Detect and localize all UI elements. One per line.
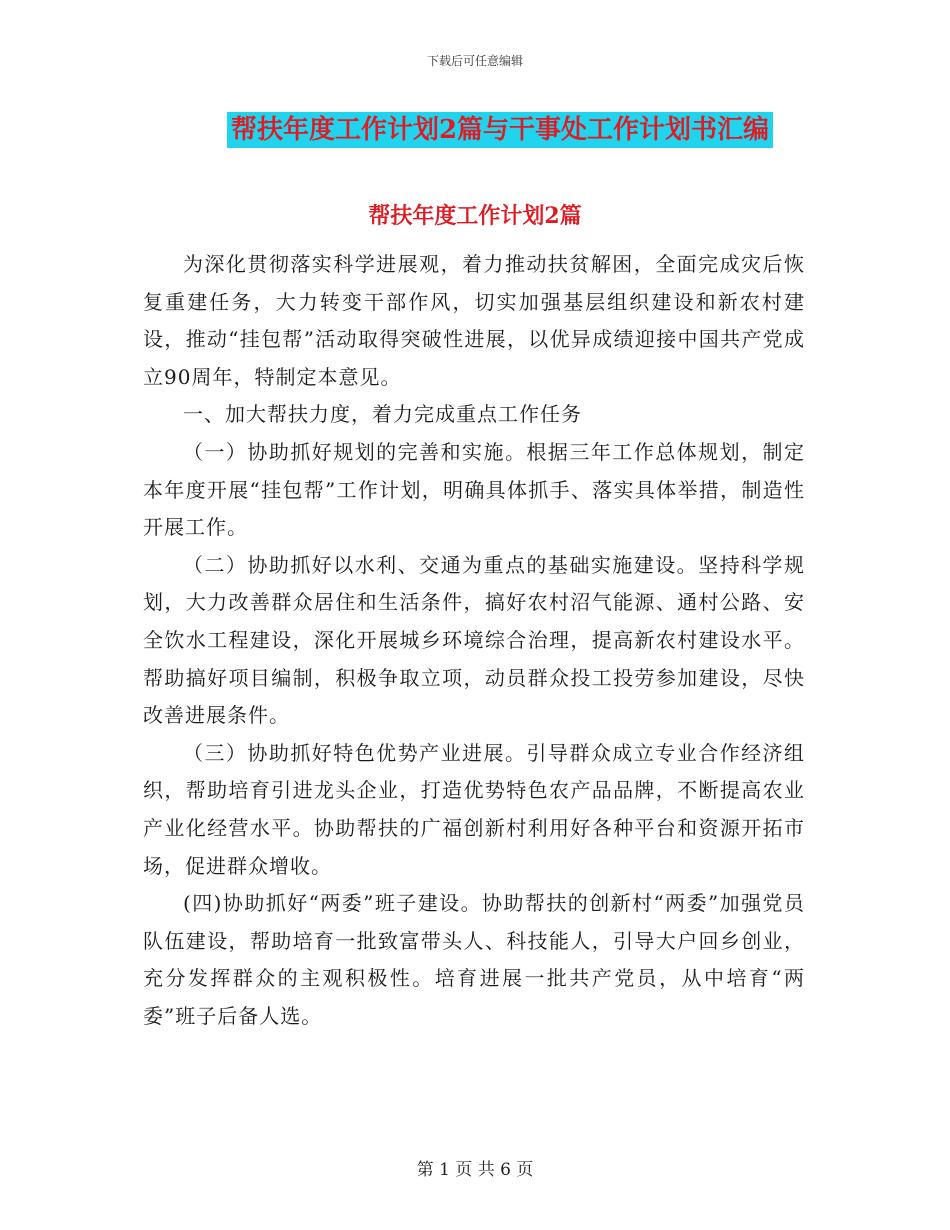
- document-title: 帮扶年度工作计划2篇与干事处工作计划书汇编: [227, 112, 773, 148]
- paragraph-item-3: （三）协助抓好特色优势产业进展。引导群众成立专业合作经济组织，帮助培育引进龙头企业，打造优势特色农产品品牌，不断提高农业产业化经营水平。协助帮扶的广福创新村利用好各种平台和资源开拓市场，促进群众增收。: [143, 740, 805, 878]
- paragraph-item-4: (四)协助抓好“两委”班子建设。协助帮扶的创新村“两委”加强党员队伍建设，帮助培育一批致富带头人、科技能人，引导大户回乡创业，充分发挥群众的主观积极性。培育进展一批共产党员，从中培育“两委”班子后备人选。: [143, 891, 805, 1028]
- page-number: 第 1 页 共 6 页: [416, 1160, 534, 1180]
- main-title-container: [0, 112, 950, 148]
- paragraph-item-1: （一）协助抓好规划的完善和实施。根据三年工作总体规划，制定本年度开展“挂包帮”工作计划，明确具体抓手、落实具体举措，制造性开展工作。: [143, 439, 805, 540]
- document-body: [143, 246, 805, 1035]
- header-note: 下载后可任意编辑: [426, 54, 523, 68]
- paragraph-heading-1: 一、加大帮扶力度，着力完成重点工作任务: [183, 402, 582, 427]
- paragraph-item-2: （二）协助抓好以水利、交通为重点的基础实施建设。坚持科学规划，大力改善群众居住和生活条件，搞好农村沼气能源、通村公路、安全饮水工程建设，深化开展城乡环境综合治理，提高新农村建设水平。帮助搞好项目编制，积极争取立项，动员群众投工投劳参加建设，尽快改善进展条件。: [143, 552, 805, 728]
- section-title: 帮扶年度工作计划2篇: [368, 203, 582, 229]
- paragraph-intro: 为深化贯彻落实科学进展观，着力推动扶贫解困，全面完成灾后恢复重建任务，大力转变干部作风，切实加强基层组织建设和新农村建设，推动“挂包帮”活动取得突破性进展，以优异成绩迎接中国共产党成立90周年，特制定本意见。: [143, 252, 805, 389]
